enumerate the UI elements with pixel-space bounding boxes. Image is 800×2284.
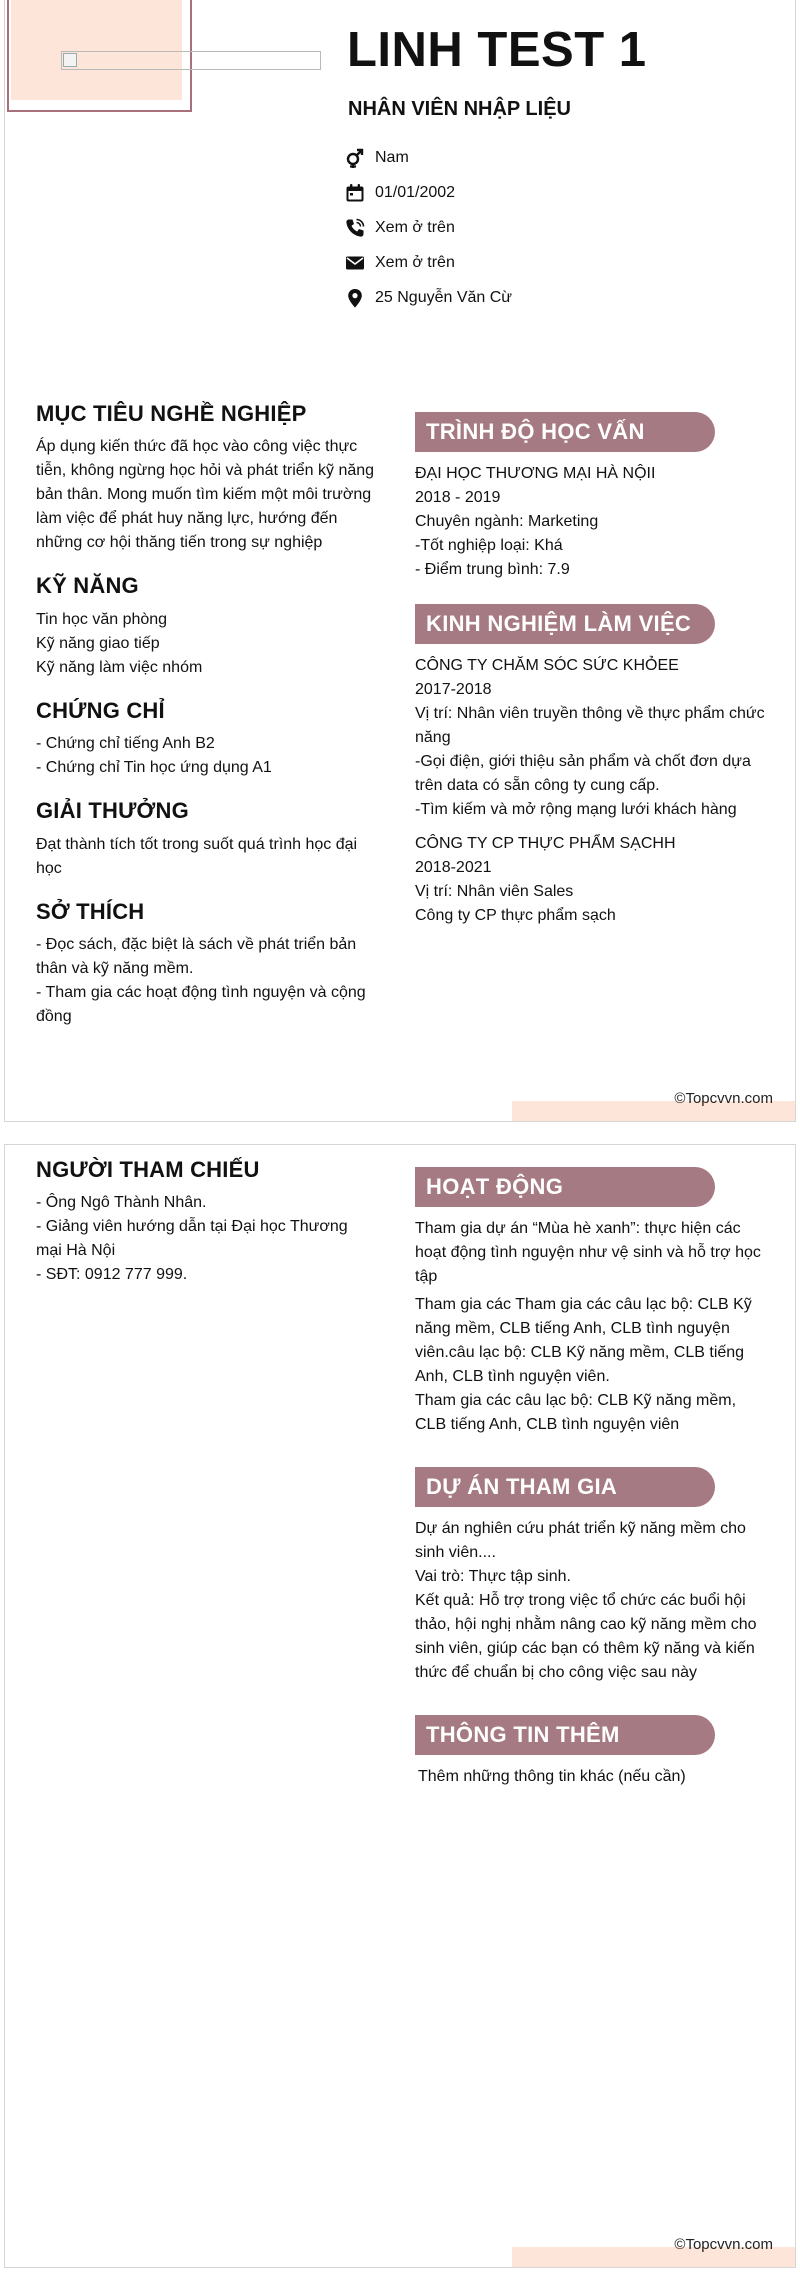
objective-text: Áp dụng kiến thức đã học vào công việc thực tiễn, không ngừng học hỏi và phát triển kỹ năng bản thân. Mong muốn tìm kiếm một môi trường làm việc để phát huy năng lực, hướng đến những cơ hội thăng tiến trong sự nghiệp — [36, 438, 375, 552]
activity-item: Tham gia các Tham gia các câu lạc bộ: CLB Kỹ năng mềm, CLB tiếng Anh, CLB tình nguyện viên.câu lạc bộ: CLB Kỹ năng mềm, CLB tiếng Anh, CLB tình nguyện viên. — [415, 1296, 752, 1385]
section-projects — [415, 1467, 765, 1685]
job-period: 2017-2018 — [415, 681, 492, 698]
section-hobbies — [36, 899, 376, 1029]
job-detail: -Gọi điện, giới thiệu sản phẩm và chốt đơn dựa trên data có sẵn công ty cung cấp. — [415, 753, 751, 794]
info-phone — [345, 210, 512, 245]
calendar-icon — [345, 183, 365, 203]
job-detail: Vị trí: Nhân viên truyền thông về thực phẩm chức năng — [415, 705, 765, 746]
certificate-item: - Chứng chỉ tiếng Anh B2 — [36, 735, 215, 753]
section-education — [415, 412, 765, 582]
project-item: Kết quả: Hỗ trợ trong việc tổ chức các buổi hội thảo, hội nghị nhằm nâng cao kỹ năng mềm cho sinh viên, giúp các bạn có thêm kỹ năng và kiến thức để chuẩn bị cho công việc sau này — [415, 1592, 757, 1681]
hobbies-heading: SỞ THÍCH — [36, 898, 145, 924]
section-objective — [36, 401, 376, 555]
awards-text: Đạt thành tích tốt trong suốt quá trình học đại học — [36, 835, 358, 877]
right-column — [415, 412, 765, 928]
section-skills — [36, 573, 376, 679]
info-email-value: Xem ở trên — [375, 253, 455, 271]
info-birthday — [345, 175, 512, 210]
footer-credit: ©Topcvvn.com — [674, 1090, 773, 1107]
references-heading: NGƯỜI THAM CHIẾU — [36, 1157, 260, 1182]
skill-item: Kỹ năng làm việc nhóm — [36, 658, 203, 676]
info-birthday-value: 01/01/2002 — [375, 183, 456, 201]
left-column — [36, 1157, 376, 1305]
footer-credit: ©Topcvvn.com — [674, 2236, 773, 2253]
reference-item: - SĐT: 0912 777 999. — [36, 1266, 188, 1284]
job-entry — [415, 654, 765, 822]
education-heading: TRÌNH ĐỘ HỌC VẤN — [415, 412, 715, 452]
section-extra — [415, 1715, 765, 1789]
job-detail: Công ty CP thực phẩm sạch — [415, 907, 616, 924]
reference-item: - Giảng viên hướng dẫn tại Đại học Thương mại Hà Nội — [36, 1218, 348, 1260]
education-major: Chuyên ngành: Marketing — [415, 513, 599, 530]
info-gender — [345, 140, 512, 175]
certificate-item: - Chứng chỉ Tin học ứng dụng A1 — [36, 759, 272, 777]
hobby-item: - Tham gia các hoạt động tình nguyện và cộng đồng — [36, 983, 366, 1025]
education-period: 2018 - 2019 — [415, 489, 501, 506]
resume-page-2 — [4, 1144, 796, 2268]
gender-icon — [345, 148, 365, 168]
education-school: ĐẠI HỌC THƯƠNG MẠI HÀ NỘII — [415, 465, 656, 482]
job-period: 2018-2021 — [415, 859, 492, 876]
candidate-name: LINH TEST 1 — [347, 23, 647, 77]
email-icon — [345, 253, 365, 273]
activity-item: Tham gia dự án “Mùa hè xanh”: thực hiện các hoạt động tình nguyện như vệ sinh và hỗ trợ học tập — [415, 1220, 761, 1285]
job-company: CÔNG TY CHĂM SÓC SỨC KHỎEE — [415, 657, 679, 674]
personal-info-list — [345, 140, 512, 315]
experience-heading: KINH NGHIỆM LÀM VIỆC — [415, 604, 715, 644]
skill-item: Kỹ năng giao tiếp — [36, 634, 160, 652]
avatar[interactable] — [61, 51, 321, 70]
reference-item: - Ông Ngô Thành Nhân. — [36, 1194, 207, 1212]
activity-item: Tham gia các câu lạc bộ: CLB Kỹ năng mềm, CLB tiếng Anh, CLB tình nguyện viên — [415, 1392, 737, 1433]
project-item: Vai trò: Thực tập sinh. — [415, 1568, 571, 1585]
info-address-value: 25 Nguyễn Văn Cừ — [375, 288, 513, 306]
skill-item: Tin học văn phòng — [36, 610, 168, 628]
job-company: CÔNG TY CP THỰC PHẨM SẠCHH — [415, 835, 676, 852]
activities-heading: HOẠT ĐỘNG — [415, 1167, 715, 1207]
extra-heading: THÔNG TIN THÊM — [415, 1715, 715, 1755]
info-email — [345, 245, 512, 280]
left-column — [36, 401, 376, 1047]
project-item: Dự án nghiên cứu phát triển kỹ năng mềm cho sinh viên.... — [415, 1520, 746, 1561]
objective-heading: MỤC TIÊU NGHỀ NGHIỆP — [36, 401, 307, 426]
skills-heading: KỸ NĂNG — [36, 573, 139, 599]
section-certificates — [36, 698, 376, 780]
section-references — [36, 1157, 376, 1287]
info-address — [345, 280, 512, 315]
hobby-item: - Đọc sách, đặc biệt là sách về phát triển bản thân và kỹ năng mềm. — [36, 935, 357, 977]
job-detail: -Tìm kiếm và mở rộng mạng lưới khách hàng — [415, 801, 737, 818]
job-entry — [415, 832, 765, 928]
location-icon — [345, 288, 365, 308]
certificates-heading: CHỨNG CHỈ — [36, 697, 165, 723]
right-column — [415, 1167, 765, 1789]
resume-page-1 — [4, 0, 796, 1122]
section-experience — [415, 604, 765, 928]
info-phone-value: Xem ở trên — [375, 218, 455, 236]
phone-icon — [345, 218, 365, 238]
job-title: NHÂN VIÊN NHẬP LIỆU — [348, 98, 571, 120]
projects-heading: DỰ ÁN THAM GIA — [415, 1467, 715, 1507]
education-rank: -Tốt nghiệp loại: Khá — [415, 537, 563, 554]
job-detail: Vị trí: Nhân viên Sales — [415, 883, 574, 900]
info-gender-value: Nam — [375, 148, 409, 166]
education-gpa: - Điểm trung bình: 7.9 — [415, 561, 570, 578]
awards-heading: GIẢI THƯỞNG — [36, 798, 189, 824]
broken-image-icon — [63, 53, 77, 67]
extra-text: Thêm những thông tin khác (nếu cần) — [418, 1768, 686, 1785]
section-activities — [415, 1167, 765, 1437]
section-awards — [36, 798, 376, 880]
